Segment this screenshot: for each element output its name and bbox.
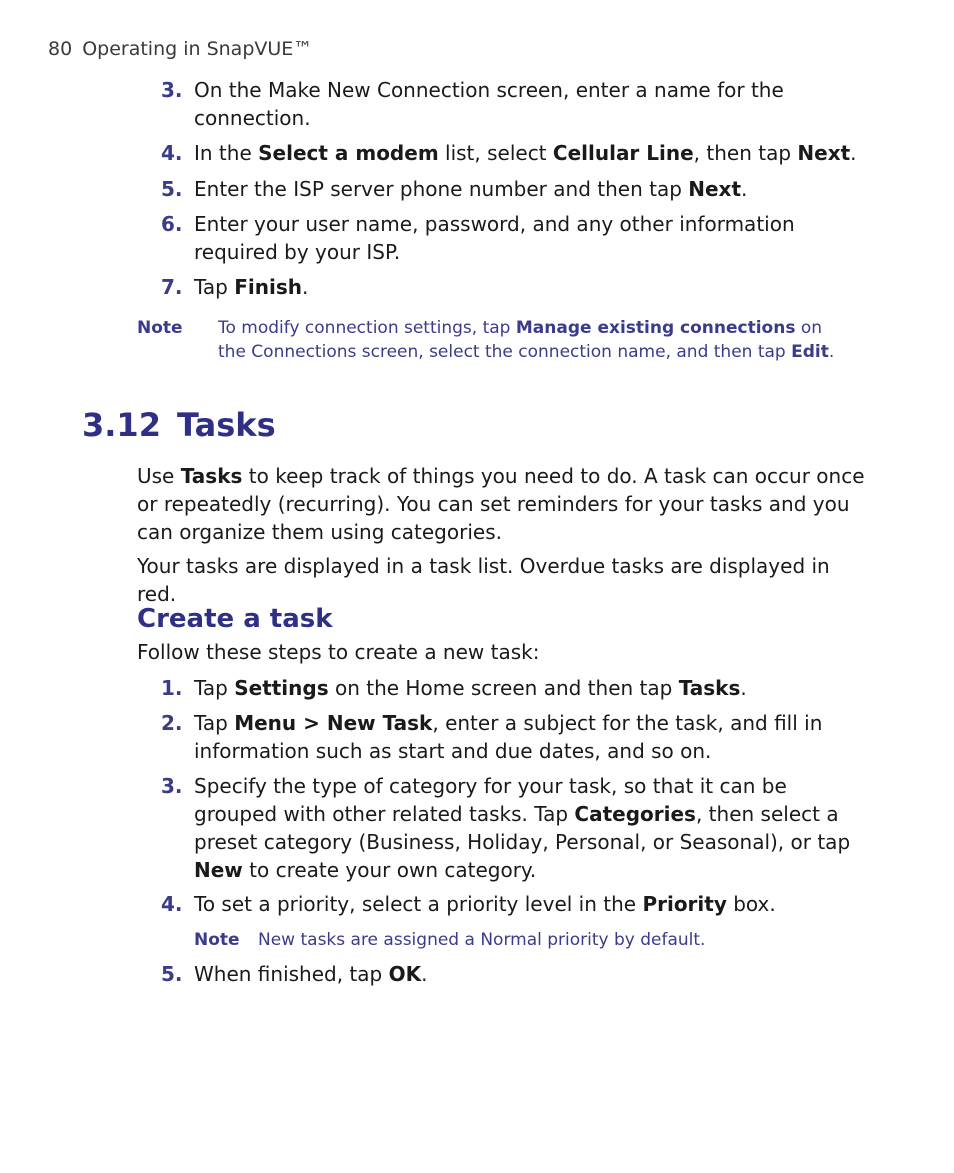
step-item xyxy=(137,674,862,702)
step-item xyxy=(137,139,862,167)
emphasized-term: Manage existing connections xyxy=(515,318,796,338)
note-text: New tasks are assigned a Normal priority by default. xyxy=(258,930,706,950)
subsection-lead: Follow these steps to create a new task: xyxy=(137,640,540,664)
step-item xyxy=(137,772,862,884)
emphasized-term: Categories xyxy=(574,802,696,826)
step-text: Tap Settings on the Home screen and then tap Tasks. xyxy=(194,676,747,700)
step-number: 5. xyxy=(161,177,183,201)
emphasized-term: Edit xyxy=(791,342,829,362)
section-number: 3.12 xyxy=(82,406,161,444)
step-number: 3. xyxy=(161,774,183,798)
emphasized-term: Finish xyxy=(234,275,302,299)
step-item xyxy=(137,960,862,988)
note-text: To modify connection settings, tap Manage existing connections on the Connections screen, select the connection name, and then tap Edit. xyxy=(218,318,835,362)
intro-paragraph: Your tasks are displayed in a task list. Overdue tasks are displayed in red. xyxy=(137,554,830,606)
emphasized-term: Menu > New Task xyxy=(234,711,433,735)
emphasized-term: OK xyxy=(388,962,422,986)
emphasized-term: Tasks xyxy=(678,676,741,700)
chapter-title: Operating in SnapVUE™ xyxy=(82,38,313,60)
step-number: 3. xyxy=(161,78,183,102)
emphasized-term: Next xyxy=(688,177,742,201)
step-number: 2. xyxy=(161,711,183,735)
step-number: 6. xyxy=(161,212,183,236)
running-header xyxy=(48,38,312,60)
note-box xyxy=(137,316,837,364)
section-title: Tasks xyxy=(176,406,276,444)
emphasized-term: Select a modem xyxy=(258,141,439,165)
emphasized-term: New xyxy=(194,858,243,882)
step-item xyxy=(137,76,862,132)
step-text: Tap Menu > New Task, enter a subject for the task, and fill in information such as start and due dates, and so on. xyxy=(194,711,823,763)
note-label: Note xyxy=(137,318,183,338)
emphasized-term: Settings xyxy=(234,676,329,700)
step-number: 7. xyxy=(161,275,183,299)
page-number: 80 xyxy=(48,38,73,60)
note-box xyxy=(194,928,814,952)
step-text: To set a priority, select a priority level in the Priority box. xyxy=(194,892,776,916)
step-item xyxy=(137,210,857,266)
step-text: In the Select a modem list, select Cellular Line, then tap Next. xyxy=(194,141,857,165)
step-text: Enter your user name, password, and any other information required by your ISP. xyxy=(194,212,795,264)
emphasized-term: Cellular Line xyxy=(552,141,694,165)
step-number: 1. xyxy=(161,676,183,700)
step-item xyxy=(137,709,837,765)
emphasized-term: Next xyxy=(797,141,851,165)
step-number: 5. xyxy=(161,962,183,986)
section-heading xyxy=(82,406,276,444)
step-text: Enter the ISP server phone number and then tap Next. xyxy=(194,177,748,201)
step-item xyxy=(137,890,862,918)
emphasized-term: Priority xyxy=(642,892,727,916)
step-item xyxy=(137,175,862,203)
subsection-heading: Create a task xyxy=(137,604,333,634)
step-text: When finished, tap OK. xyxy=(194,962,428,986)
step-text: Tap Finish. xyxy=(194,275,309,299)
step-text: On the Make New Connection screen, enter a name for the connection. xyxy=(194,78,784,130)
step-text: Specify the type of category for your task, so that it can be grouped with other related tasks. Tap Categories, then select a preset category (Business, Holiday, Personal, or Seasonal), or tap New to create your own category. xyxy=(194,774,851,882)
emphasized-term: Tasks xyxy=(180,464,243,488)
intro-paragraph: Use Tasks to keep track of things you need to do. A task can occur once or repeatedly (recurring). You can set reminders for your tasks and you can organize them using categories. xyxy=(137,464,865,544)
step-number: 4. xyxy=(161,141,183,165)
step-item xyxy=(137,273,862,301)
step-number: 4. xyxy=(161,892,183,916)
note-label: Note xyxy=(194,930,240,950)
